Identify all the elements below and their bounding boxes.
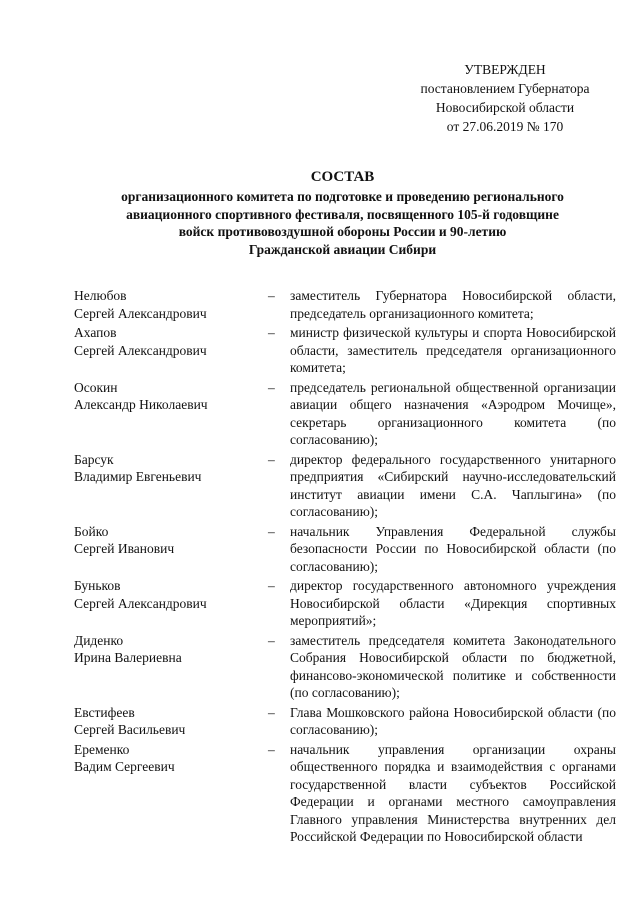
- member-dash: –: [268, 632, 275, 648]
- member-surname: Барсук: [74, 451, 114, 467]
- member-name: [74, 324, 268, 377]
- member-dash: –: [268, 523, 275, 539]
- member-name: [74, 577, 268, 630]
- member-role: заместитель председателя комитета Законодательного Собрания Новосибирской области по бюджетной, финансово-экономической политике и собственности (по согласованию);: [290, 632, 616, 700]
- member-row: [74, 287, 614, 322]
- member-given-names: Сергей Александрович: [74, 342, 207, 358]
- approval-status: УТВЕРЖДЕН: [464, 62, 546, 77]
- heading-line-3: войск противовоздушной обороны России и 90-летию: [178, 224, 507, 239]
- member-dash: –: [268, 325, 275, 340]
- member-given-names: Сергей Александрович: [74, 595, 207, 611]
- member-surname: Бойко: [74, 523, 109, 539]
- member-name: [74, 704, 268, 739]
- document-title: СОСТАВ: [310, 169, 375, 185]
- approval-line-2: Новосибирской области: [435, 100, 575, 115]
- member-dash: –: [268, 741, 275, 757]
- member-surname: Ахапов: [74, 325, 117, 340]
- heading-line-2: авиационного спортивного фестиваля, посвященного 105-й годовщине: [126, 206, 559, 222]
- member-name: [74, 632, 268, 702]
- member-row: [74, 741, 614, 846]
- member-dash: –: [268, 288, 275, 303]
- members-list: [74, 287, 614, 848]
- member-row: [74, 577, 614, 630]
- member-role: председатель региональной общественной организации авиации общего назначения «Аэродром Мочище», секретарь организационного комитета (по согласованию);: [290, 379, 616, 447]
- member-name: [74, 451, 268, 521]
- member-name: [74, 287, 268, 322]
- heading-line-4: Гражданской авиации Сибири: [248, 241, 437, 257]
- member-row: [74, 632, 614, 702]
- member-name: [74, 523, 268, 576]
- member-row: [74, 379, 614, 449]
- member-row: [74, 451, 614, 521]
- approval-line-1: постановлением Губернатора: [420, 81, 590, 96]
- member-row: [74, 324, 614, 377]
- member-surname: Евстифеев: [74, 704, 135, 720]
- member-role: начальник управления организации охраны общественного порядка и взаимодействия с органами государственной власти субъектов Российской Федерации и органами местного самоуправления Главного управления Министерства внутренних дел Российской Федерации по Новосибирской области: [290, 741, 616, 844]
- member-given-names: Владимир Евгеньевич: [74, 469, 202, 484]
- member-name: [74, 741, 268, 846]
- member-dash: –: [268, 704, 275, 720]
- member-row: [74, 704, 614, 739]
- member-surname: Диденко: [74, 632, 124, 648]
- member-name: [74, 379, 268, 449]
- member-surname: Буньков: [74, 578, 121, 593]
- member-given-names: Сергей Васильевич: [74, 722, 186, 737]
- member-role: министр физической культуры и спорта Новосибирской области, заместитель председателя организационного комитета;: [290, 325, 616, 375]
- member-given-names: Сергей Иванович: [74, 541, 175, 556]
- member-role: заместитель Губернатора Новосибирской области, председатель организационного комитета;: [290, 288, 616, 321]
- heading-line-1: организационного комитета по подготовке и проведению регионального: [121, 189, 564, 204]
- member-row: [74, 523, 614, 576]
- member-role: начальник Управления Федеральной службы безопасности России по Новосибирской области (по согласованию);: [290, 523, 616, 574]
- approval-line-3: от 27.06.2019 № 170: [446, 119, 564, 134]
- document-heading: [60, 166, 625, 258]
- member-given-names: Александр Николаевич: [74, 397, 208, 412]
- member-role: директор государственного автономного учреждения Новосибирской области «Дирекция спортивных мероприятий»;: [290, 578, 616, 628]
- member-dash: –: [268, 379, 275, 395]
- member-given-names: Вадим Сергеевич: [74, 759, 175, 774]
- member-given-names: Сергей Александрович: [74, 305, 207, 321]
- member-role: директор федерального государственного унитарного предприятия «Сибирский научно-исследовательский институт авиации имени С.А. Чаплыгина» (по согласованию);: [290, 451, 616, 519]
- member-dash: –: [268, 451, 275, 467]
- member-dash: –: [268, 578, 275, 593]
- approval-block: [400, 60, 610, 136]
- member-surname: Осокин: [74, 379, 118, 395]
- member-role: Глава Мошковского района Новосибирской области (по согласованию);: [290, 704, 616, 737]
- member-surname: Еременко: [74, 741, 130, 757]
- member-surname: Нелюбов: [74, 288, 127, 303]
- member-given-names: Ирина Валериевна: [74, 650, 182, 665]
